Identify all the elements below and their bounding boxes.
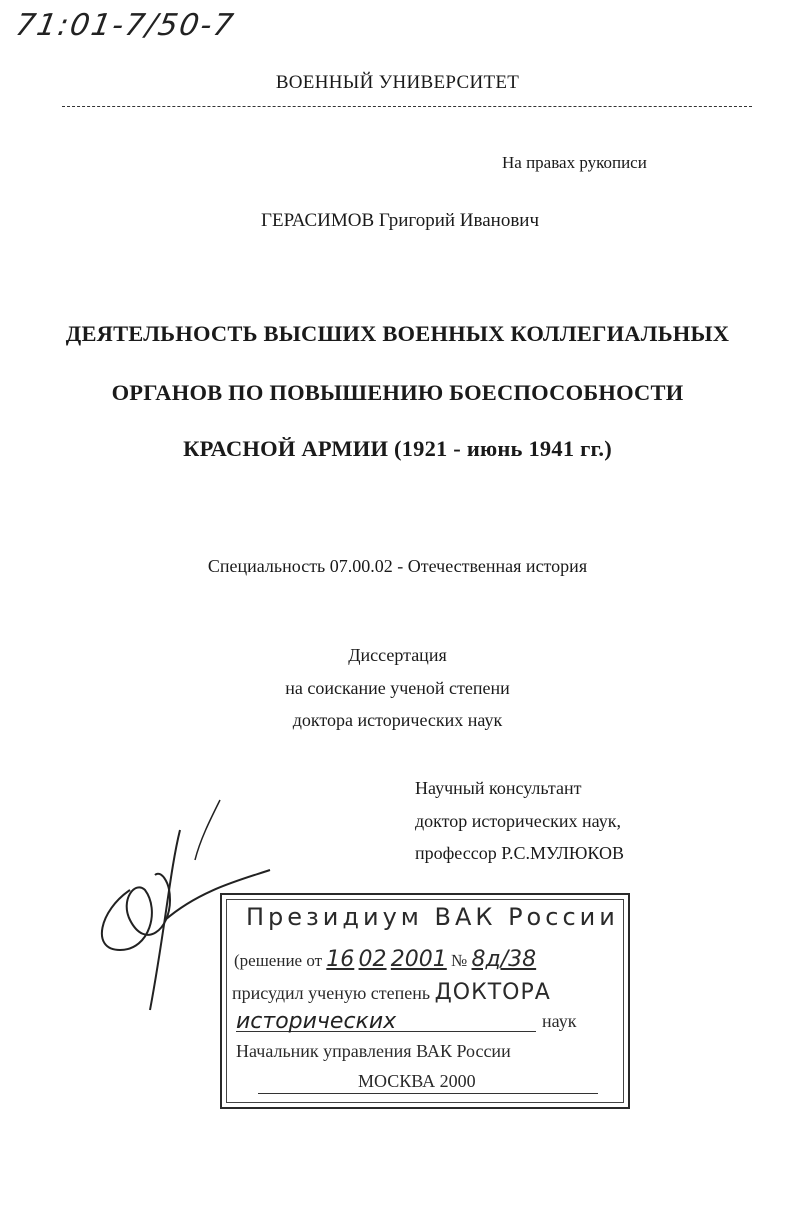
title-line-1: ДЕЯТЕЛЬНОСТЬ ВЫСШИХ ВОЕННЫХ КОЛЛЕГИАЛЬНЫХ — [65, 321, 730, 346]
stamp-field-suffix: наук — [542, 1011, 577, 1031]
stamp-awarded-prefix: присудил ученую степень — [232, 983, 431, 1003]
stamp-decision-year: 2001 — [390, 947, 447, 972]
archive-code-handwritten: 71:01-7/50-7 — [12, 8, 238, 43]
consultant-label: Научный консультант — [415, 778, 582, 798]
manuscript-note: На правах рукописи — [502, 153, 647, 172]
title-line-3: КРАСНОЙ АРМИИ (1921 - июнь 1941 гг.) — [183, 436, 612, 461]
stamp-decision-day: 16 — [326, 947, 355, 972]
dissertation-degree-line: на соискание ученой степени — [285, 678, 510, 698]
stamp-city-year-line — [258, 1071, 476, 1092]
dissertation-label: Диссертация — [348, 645, 447, 665]
stamp-decision — [234, 947, 536, 972]
institution-name: ВОЕННЫЙ УНИВЕРСИТЕТ — [275, 72, 520, 93]
stamp-signature-rule — [258, 1093, 598, 1094]
specialty: Специальность 07.00.02 - Отечественная история — [207, 556, 588, 576]
stamp-degree: ДОКТОРА — [434, 980, 551, 1005]
stamp-city-year: МОСКВА 2000 — [358, 1071, 476, 1091]
stamp-head-title: Начальник управления ВАК России — [236, 1041, 511, 1061]
author-name: ГЕРАСИМОВ Григорий Иванович — [261, 210, 540, 231]
stamp-field — [236, 1009, 616, 1032]
stamp-decision-month: 02 — [358, 947, 387, 972]
stamp-decision-number: 8д/38 — [471, 947, 537, 972]
stamp-awarded — [232, 980, 551, 1005]
vak-stamp — [220, 893, 630, 1109]
header-divider — [62, 106, 752, 107]
consultant-degree: доктор исторических наук, — [415, 811, 621, 831]
stamp-decision-prefix: (решение от — [234, 951, 323, 970]
consultant-name: профессор Р.С.МУЛЮКОВ — [415, 843, 624, 863]
stamp-decision-no-label: № — [451, 951, 468, 970]
dissertation-field-line: доктора исторических наук — [292, 710, 503, 730]
stamp-field-handwritten: исторических — [236, 1009, 397, 1034]
stamp-header: Президиум ВАК России — [246, 903, 619, 931]
title-line-2: ОРГАНОВ ПО ПОВЫШЕНИЮ БОЕСПОСОБНОСТИ — [111, 380, 684, 405]
